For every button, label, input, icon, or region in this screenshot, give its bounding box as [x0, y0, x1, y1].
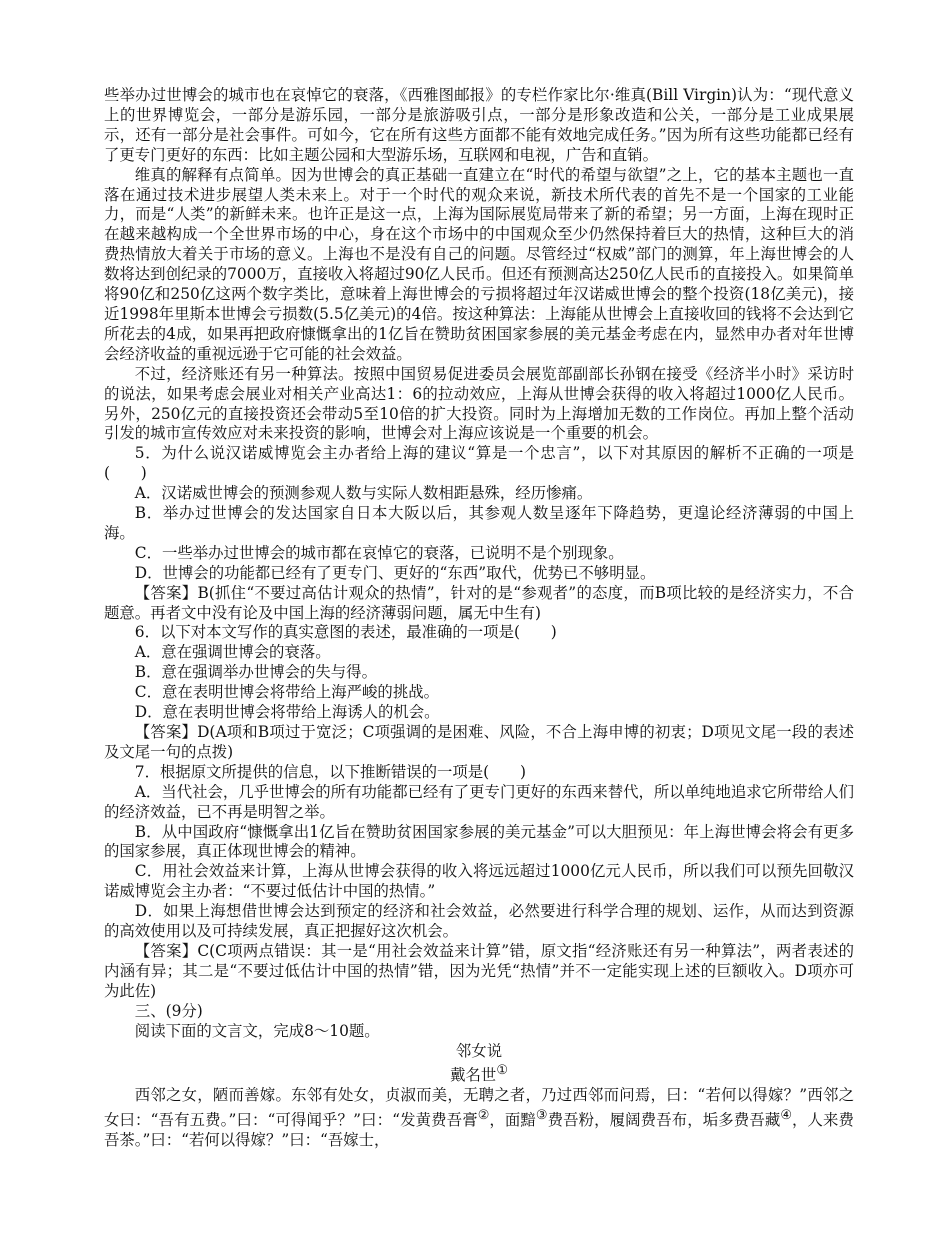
question-7-stem: 7．根据原文所提供的信息，以下推断错误的一项是( ) — [134, 762, 526, 781]
question-7-option-b: B．从中国政府“慷慨拿出1亿旨在赞助贫困国家参展的美元基金”可以大胆预见：年上海世博会将会有更多的国家参展，真正体现世博会的精神。 — [104, 822, 854, 861]
question-5-option-c: C．一些举办过世博会的城市都在哀悼它的衰落，已说明不是个别现象。 — [134, 543, 624, 562]
question-6-answer: 【答案】D(A项和B项过于宽泛；C项强调的是困难、风险，不合上海申博的初衷；D项见文尾一段的表述及文尾一句的点拨) — [104, 723, 854, 761]
classical-text-part: ，人来费吾茶。”曰：“若何以得嫁？”曰：“吾嫁士， — [104, 1111, 854, 1150]
question-5-option-d: D．世博会的功能都已经有了更专门、更好的“东西”取代，优势已不够明显。 — [134, 563, 656, 582]
footnote-marker: ③ — [535, 1108, 548, 1124]
classical-text-title: 邻女说 — [455, 1041, 503, 1060]
paragraph-economic-account: 不过，经济账还有另一种算法。按照中国贸易促进委员会展览部副部长孙钢在接受《经济半小时》采访时的说法，如果考虑会展业对相关产业高达1：6的拉动效应，上海从世博会获得的收入将超过1000亿人民币。另外，250亿元的直接投资还会带动5至10倍的扩大投资。同时为上海增加无数的工作岗位。再加上整个活动引发的城市宣传效应对未来投资的影响，世博会对上海应该说是一个重要的机会。 — [104, 364, 854, 443]
question-7-option-d: D．如果上海想借世博会达到预定的经济和社会效益，必然要进行科学合理的规划、运作，从而达到资源的高效使用以及可持续发展，真正把握好这次机会。 — [104, 902, 854, 941]
question-6-option-a: A．意在强调世博会的衰落。 — [134, 643, 331, 662]
classical-text-part: 费吾粉，履阔费吾布，垢多费吾藏 — [547, 1111, 781, 1130]
question-6-option-b: B．意在强调举办世博会的失与得。 — [134, 663, 377, 682]
question-5-option-a: A．汉诺威世博会的预测参观人数与实际人数相距悬殊，经历惨痛。 — [134, 484, 593, 503]
reading-instruction: 阅读下面的文言文，完成8～10题。 — [134, 1021, 380, 1040]
paragraph-vizhen-analysis: 维真的解释有点简单。因为世博会的真正基础一直建立在“时代的希望与欲望”之上，它的基本主题也一直落在通过技术进步展望人类未来上。对于一个时代的观众来说，新技术所代表的首先不是一个国家的工业能力，而是“人类”的新鲜未来。也许正是这一点，上海为国际展览局带来了新的希望；另一方面，上海在现时正在越来越构成一个全世界市场的中心，身在这个市场中的中国观众至少仍然保持着巨大的热情，这种巨大的消费热情放大着关于市场的意义。上海也不是没有自己的问题。尽管经过“权威”部门的测算，年上海世博会的人数将达到创纪录的7000万，直接收入将超过90亿人民币。但还有预测高达250亿人民币的直接投入。如果简单将90亿和250亿这两个数字类比，意味着上海世博会的亏损将超过年汉诺威世博会的整个投资(18亿美元)，接近1998年里斯本世博会亏损数(5.5亿美元)的4倍。按这种算法：上海能从世博会上直接收回的钱将不会达到它所花去的4成，如果再把政府慷慨拿出的1亿旨在赞助贫困国家参展的美元基金考虑在内，显然申办者对年世博会经济收益的重视远逊于它可能的社会效益。 — [104, 165, 854, 363]
question-7-option-a: A．当代社会，几乎世博会的所有功能都已经有了更专门更好的东西来替代，所以单纯地追求它所带给人们的经济效益，已不再是明智之举。 — [104, 782, 854, 821]
question-6-option-d: D．意在表明世博会将带给上海诱人的机会。 — [134, 703, 440, 722]
footnote-marker: ① — [496, 1063, 508, 1079]
document-page — [104, 86, 854, 1151]
classical-text-author — [104, 1061, 854, 1086]
section-three-heading: 三、(9分) — [134, 1001, 203, 1020]
question-5-answer: 【答案】B(抓住“不要过高估计观众的热情”，针对的是“参观者”的态度，而B项比较的是经济实力，不合题意。再者文中没有论及中国上海的经济薄弱问题，属无中生有) — [104, 583, 854, 622]
paragraph-continuation: 些举办过世博会的城市也在哀悼它的衰落，《西雅图邮报》的专栏作家比尔·维真(Bill Virgin)认为：“现代意义上的世界博览会，一部分是游乐园，一部分是旅游吸引点，一部分是形象改造和公关，一部分是工业成果展示，还有一部分是社会事件。可如今，它在所有这些方面都不能有效地完成任务。”因为所有这些功能都已经有了更专门更好的东西：比如主题公园和大型游乐场，互联网和电视，广告和直销。 — [104, 86, 854, 164]
footnote-marker: ④ — [780, 1108, 792, 1124]
question-7-option-c: C．用社会效益来计算，上海从世博会获得的收入将远远超过1000亿元人民币，所以我们可以预先回敬汉诺威博览会主办者：“不要过低估计中国的热情。” — [104, 862, 854, 901]
classical-text-part: ，面黯 — [489, 1111, 536, 1130]
classical-text-part: 西邻之女，陋而善嫁。东邻有处女，贞淑而美，无聘之者，乃过西邻而问焉，曰：“若何以得嫁？”西邻之女曰：“吾有五费。”曰：“可得闻乎？”曰：“发黄费吾膏 — [104, 1086, 854, 1130]
author-name: 戴名世 — [450, 1066, 497, 1085]
question-5-stem: 5．为什么说汉诺威博览会主办者给上海的建议“算是一个忠言”，以下对其原因的解析不正确的一项是( ) — [104, 444, 854, 483]
classical-text-paragraph — [104, 1086, 854, 1151]
question-7-answer: 【答案】C(C项两点错误：其一是“用社会效益来计算”错，原文指“经济账还有另一种算法”，两者表述的内涵有异；其二是“不要过低估计中国的热情”错，因为光凭“热情”并不一定能实现上述的巨额收入。D项亦可为此佐) — [104, 941, 854, 1000]
question-5-option-b: B．举办过世博会的发达国家自日本大阪以后，其参观人数呈逐年下降趋势，更遑论经济薄弱的中国上海。 — [104, 504, 854, 542]
footnote-marker: ② — [477, 1108, 490, 1124]
question-6-option-c: C．意在表明世博会将带给上海严峻的挑战。 — [134, 683, 439, 702]
question-6-stem: 6．以下对本文写作的真实意图的表述，最准确的一项是( ) — [134, 623, 557, 642]
